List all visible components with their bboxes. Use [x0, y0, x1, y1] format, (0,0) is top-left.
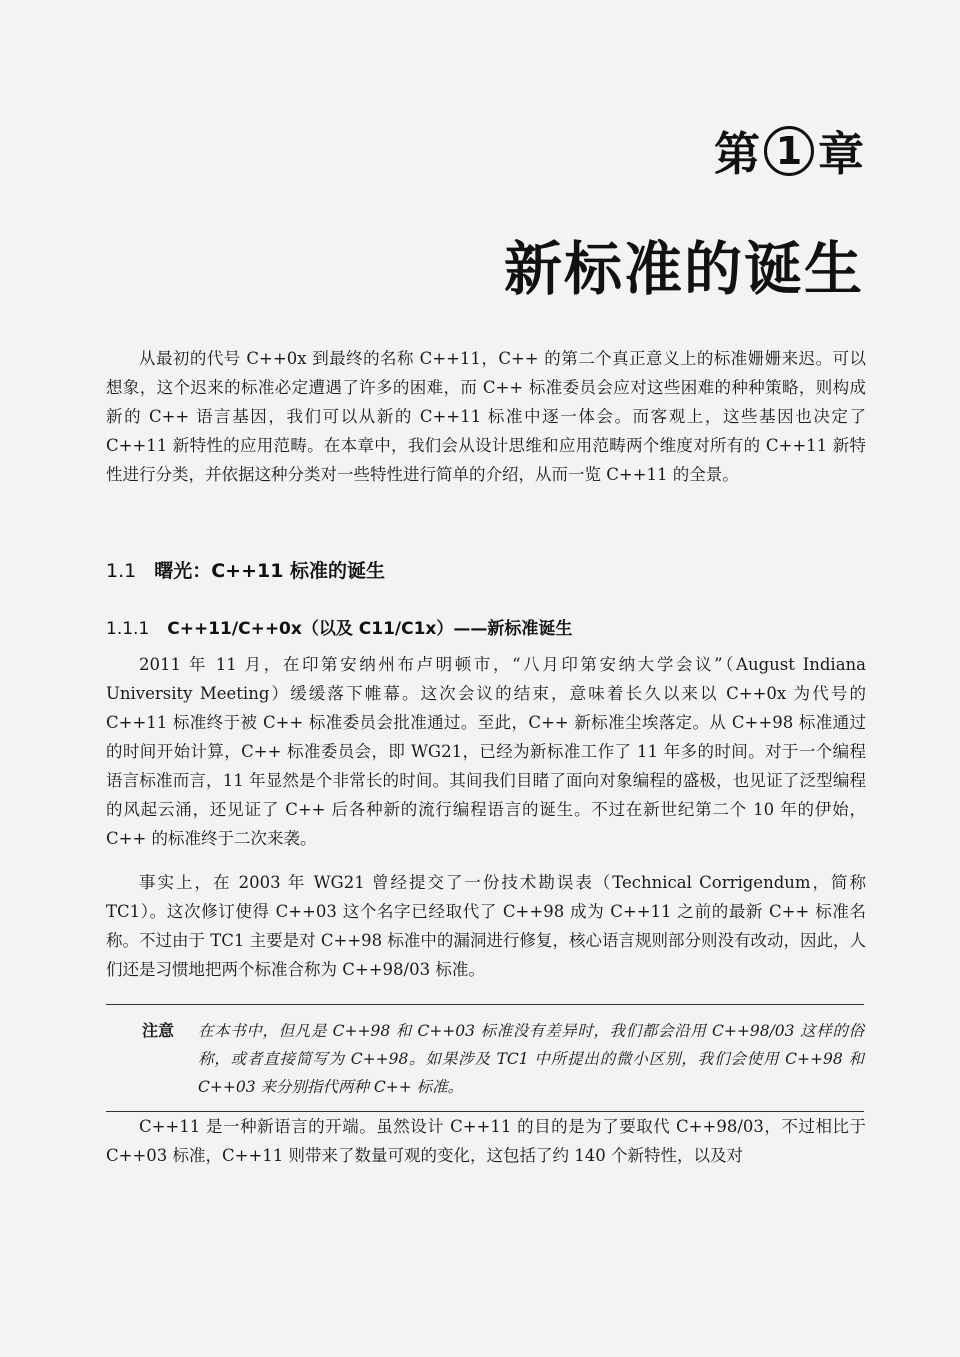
subsection-title: C++11/C++0x（以及 C11/C1x）——新标准诞生: [167, 619, 573, 639]
note-label: 注意: [142, 1021, 175, 1040]
subsection-number: 1.1.1: [106, 619, 150, 639]
intro-block: [106, 344, 866, 489]
chapter-number-circle: 1: [764, 126, 814, 176]
section-heading: [106, 556, 385, 583]
note-box: [106, 1004, 864, 1112]
section-number: 1.1: [106, 560, 137, 582]
chapter-suffix: 章: [818, 127, 864, 181]
body-paragraph-2: 事实上，在 2003 年 WG21 曾经提交了一份技术勘误表（Technical Corrigendum，简称 TC1）。这次修订使得 C++03 这个名字已经取代了 C++98 成为 C++11 之前的最新 C++ 标准名称。不过由于 TC1 主要是对 C++98 标准中的漏洞进行修复，核心语言规则部分则没有改动，因此，人们还是习惯地把两个标准合称为 C++98/03 标准。: [106, 873, 866, 979]
intro-paragraph: 从最初的代号 C++0x 到最终的名称 C++11，C++ 的第二个真正意义上的标准姗姗来迟。可以想象，这个迟来的标准必定遭遇了许多的困难，而 C++ 标准委员会应对这些困难的种种策略，则构成新的 C++ 语言基因，我们可以从新的 C++11 标准中逐一体会。而客观上，这些基因也决定了 C++11 新特性的应用范畴。在本章中，我们会从设计思维和应用范畴两个维度对所有的 C++11 新特性进行分类，并依据这种分类对一些特性进行简单的介绍，从而一览 C++11 的全景。: [106, 349, 866, 484]
closing-block: [106, 1112, 866, 1170]
chapter-prefix: 第: [714, 127, 760, 181]
chapter-title: 新标准的诞生: [503, 235, 864, 303]
note-text: 在本书中，但凡是 C++98 和 C++03 标准没有差异时，我们都会沿用 C++98/03 这样的俗称，或者直接简写为 C++98。如果涉及 TC1 中所提出的微小区别，我们会使用 C++98 和 C++03 来分别指代两种 C++ 标准。: [198, 1022, 864, 1096]
closing-paragraph: C++11 是一种新语言的开端。虽然设计 C++11 的目的是为了要取代 C++98/03，不过相比于 C++03 标准，C++11 则带来了数量可观的变化，这包括了约 140 个新特性，以及对: [106, 1117, 866, 1165]
body-block-2: [106, 868, 866, 984]
chapter-heading: [714, 118, 864, 184]
subsection-heading: [106, 614, 572, 639]
body-block-1: [106, 650, 866, 853]
section-title: 曙光：C++11 标准的诞生: [154, 560, 386, 582]
body-paragraph-1: 2011 年 11 月，在印第安纳州布卢明顿市，“八月印第安纳大学会议”（August Indiana University Meeting）缓缓落下帷幕。这次会议的结束，意味着长久以来以 C++0x 为代号的 C++11 标准终于被 C++ 标准委员会批准通过。至此，C++ 新标准尘埃落定。从 C++98 标准通过的时间开始计算，C++ 标准委员会，即 WG21，已经为新标准工作了 11 年多的时间。对于一个编程语言标准而言，11 年显然是个非常长的时间。其间我们目睹了面向对象编程的盛极，也见证了泛型编程的风起云涌，还见证了 C++ 后各种新的流行编程语言的诞生。不过在新世纪第二个 10 年的伊始，C++ 的标准终于二次来袭。: [106, 655, 866, 848]
